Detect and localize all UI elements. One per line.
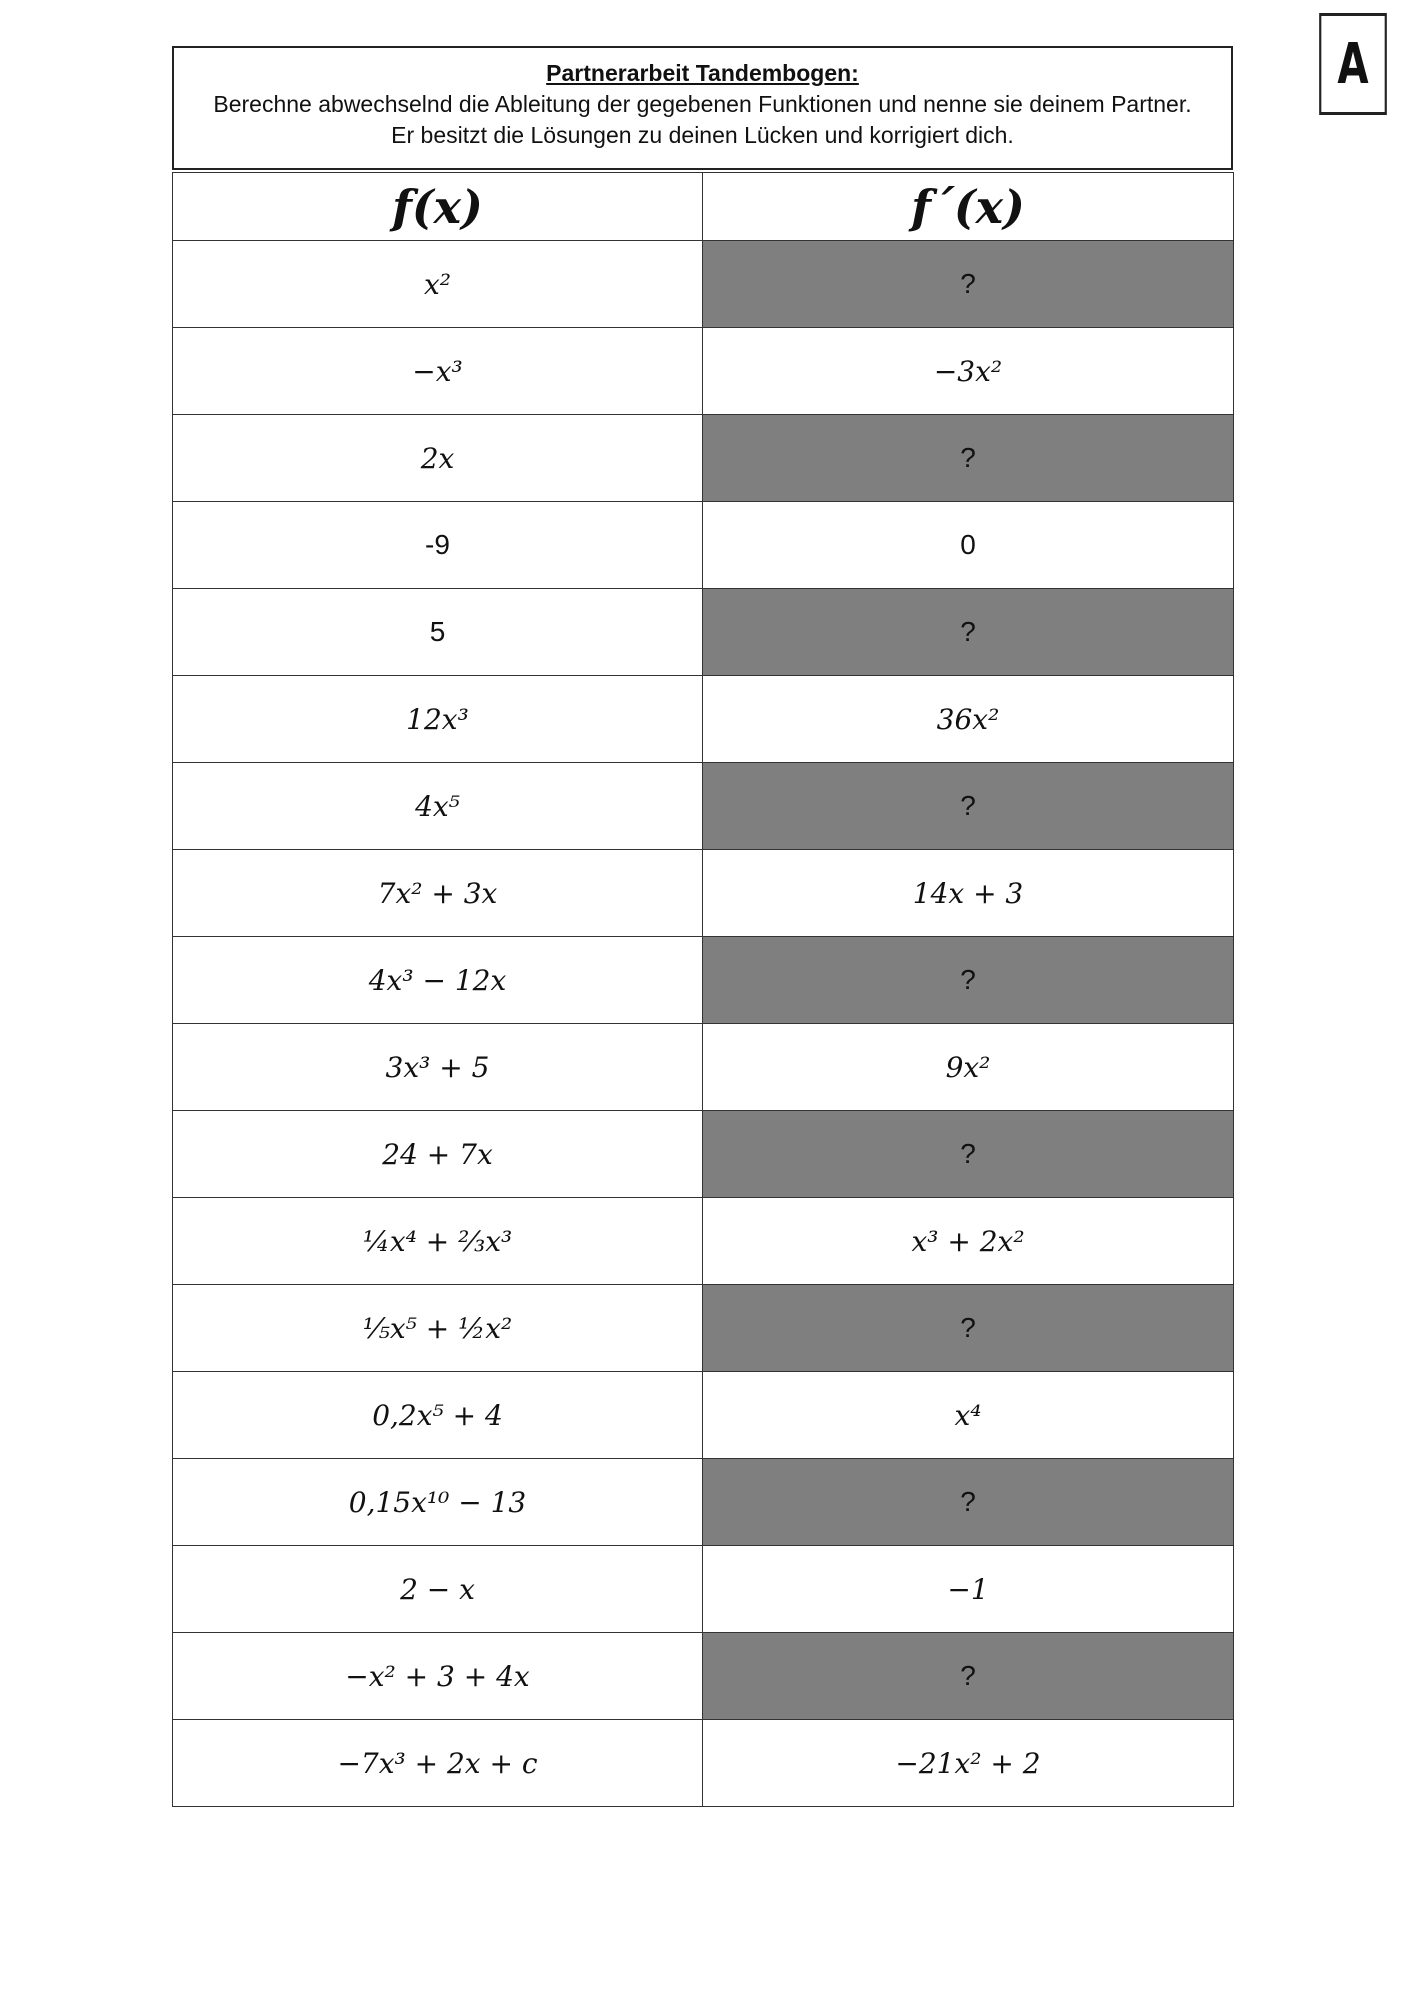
header-function: f(x)	[173, 173, 703, 241]
instruction-line-1: Berechne abwechselnd die Ableitung der gegebenen Funktionen und nenne sie deinem Partner.	[213, 91, 1192, 117]
derivative-cell: −1	[703, 1546, 1234, 1633]
derivative-gap-cell: ?	[703, 415, 1234, 502]
table-row	[173, 1372, 1234, 1459]
derivative-cell: −21x² + 2	[703, 1720, 1234, 1807]
derivative-cell: 36x²	[703, 676, 1234, 763]
derivative-cell: −3x²	[703, 328, 1234, 415]
derivative-gap-cell: ?	[703, 1285, 1234, 1372]
table-row	[173, 1111, 1234, 1198]
function-cell: −x² + 3 + 4x	[173, 1633, 703, 1720]
function-cell: ⅕x⁵ + ½x²	[173, 1285, 703, 1372]
table-row	[173, 1633, 1234, 1720]
function-cell: 4x⁵	[173, 763, 703, 850]
table-row	[173, 502, 1234, 589]
derivative-cell: 9x²	[703, 1024, 1234, 1111]
derivative-table	[172, 172, 1234, 1807]
table-row	[173, 241, 1234, 328]
derivative-gap-cell: ?	[703, 937, 1234, 1024]
table-row	[173, 1546, 1234, 1633]
derivative-gap-cell: ?	[703, 1111, 1234, 1198]
table-row	[173, 415, 1234, 502]
derivative-cell: 0	[703, 502, 1234, 589]
table-row	[173, 763, 1234, 850]
table-row	[173, 589, 1234, 676]
derivative-cell: 14x + 3	[703, 850, 1234, 937]
function-cell: 0,2x⁵ + 4	[173, 1372, 703, 1459]
table-row	[173, 328, 1234, 415]
function-cell: ¼x⁴ + ⅔x³	[173, 1198, 703, 1285]
derivative-cell: x⁴	[703, 1372, 1234, 1459]
derivative-cell: x³ + 2x²	[703, 1198, 1234, 1285]
derivative-gap-cell: ?	[703, 241, 1234, 328]
derivative-gap-cell: ?	[703, 1459, 1234, 1546]
function-cell: 24 + 7x	[173, 1111, 703, 1198]
function-cell: 7x² + 3x	[173, 850, 703, 937]
table-row	[173, 937, 1234, 1024]
table-row	[173, 1024, 1234, 1111]
function-cell: x²	[173, 241, 703, 328]
function-cell: 2 − x	[173, 1546, 703, 1633]
table-row	[173, 1198, 1234, 1285]
derivative-gap-cell: ?	[703, 763, 1234, 850]
instruction-box	[172, 46, 1233, 170]
table-row	[173, 1720, 1234, 1807]
table-row	[173, 1459, 1234, 1546]
derivative-gap-cell: ?	[703, 1633, 1234, 1720]
function-cell: −7x³ + 2x + c	[173, 1720, 703, 1807]
header-derivative: f´(x)	[703, 173, 1234, 241]
function-cell: 5	[173, 589, 703, 676]
function-cell: 12x³	[173, 676, 703, 763]
table-row	[173, 676, 1234, 763]
table-header-row	[173, 173, 1234, 241]
sheet-label-badge: A	[1319, 13, 1387, 115]
function-cell: −x³	[173, 328, 703, 415]
table-row	[173, 1285, 1234, 1372]
function-cell: 2x	[173, 415, 703, 502]
function-cell: 3x³ + 5	[173, 1024, 703, 1111]
instruction-title: Partnerarbeit Tandembogen:	[546, 60, 859, 86]
function-cell: -9	[173, 502, 703, 589]
function-cell: 0,15x¹⁰ − 13	[173, 1459, 703, 1546]
derivative-gap-cell: ?	[703, 589, 1234, 676]
instruction-line-2: Er besitzt die Lösungen zu deinen Lücken und korrigiert dich.	[391, 122, 1014, 148]
table-row	[173, 850, 1234, 937]
function-cell: 4x³ − 12x	[173, 937, 703, 1024]
